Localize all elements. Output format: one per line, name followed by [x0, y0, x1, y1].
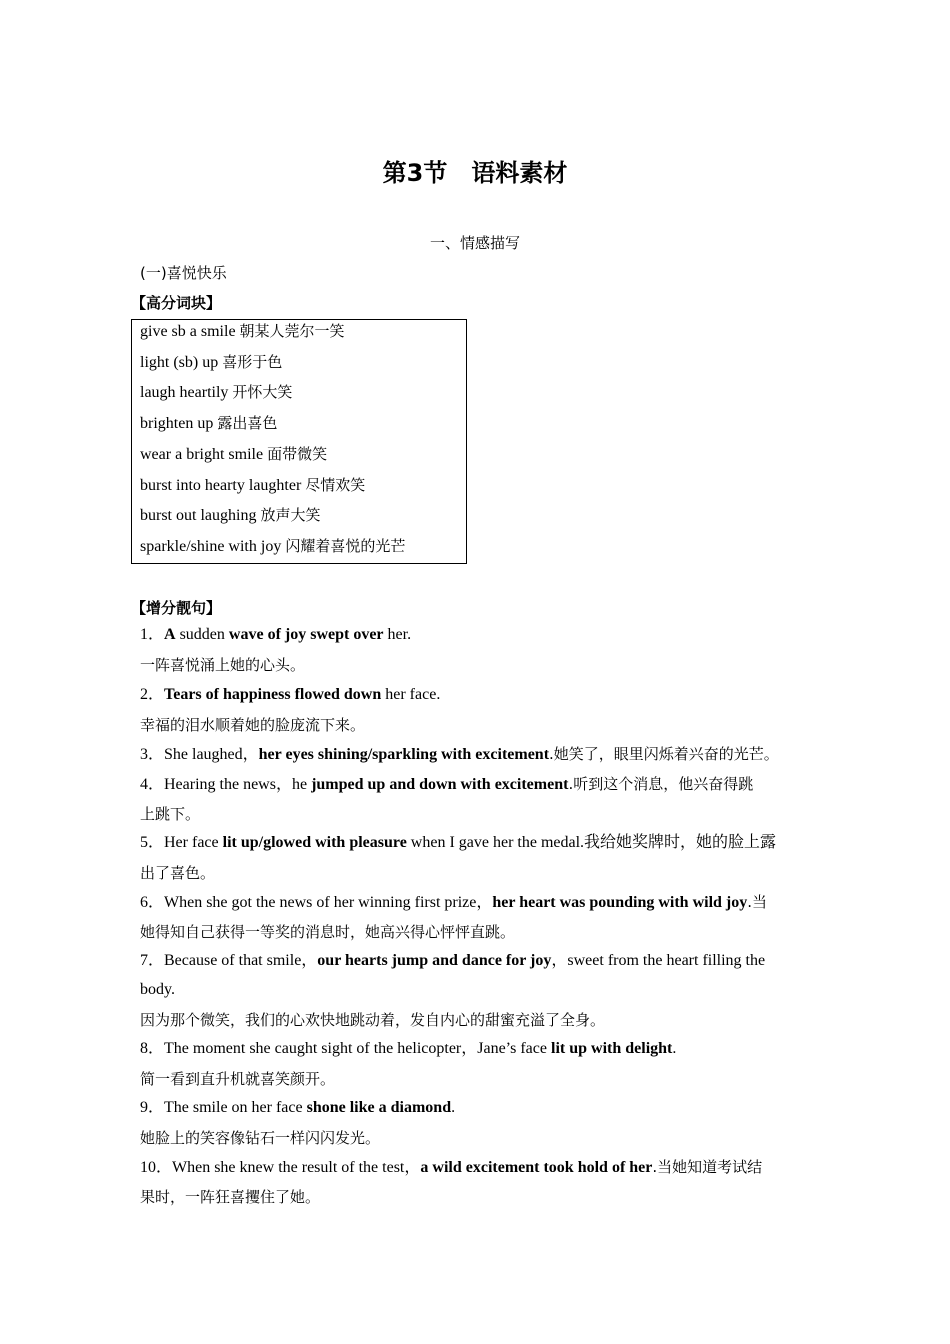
- phrase-zh: 露出喜色: [217, 414, 278, 432]
- sentence-line: [140, 684, 440, 706]
- text-segment: her.: [383, 626, 412, 643]
- phrase-row: [140, 444, 327, 465]
- bold-phrase: shone like a diamond: [306, 1099, 452, 1116]
- text-segment: 10．When she knew the result of the test，: [140, 1159, 421, 1176]
- sentence-line: [140, 1156, 762, 1179]
- text-segment: 5．Her face: [140, 834, 223, 851]
- phrase-row: [140, 536, 405, 557]
- sentence-line: [140, 832, 776, 854]
- phrase-en: give sb a smile: [140, 323, 240, 340]
- text-segment: sudden: [175, 626, 229, 643]
- text-segment: 一阵喜悦涌上她的心头。: [140, 656, 306, 674]
- text-segment: 6．When she got the news of her winning first prize，: [140, 894, 493, 911]
- text-segment: body.: [140, 981, 175, 998]
- text-segment: .她笑了，眼里闪烁着兴奋的光芒。: [549, 745, 779, 763]
- phrase-zh: 放声大笑: [260, 506, 321, 524]
- page-title: 第3节 语料素材: [382, 159, 568, 187]
- sentence-line: [140, 1038, 676, 1060]
- text-segment: .听到这个消息，他兴奋得跳: [568, 775, 754, 793]
- text-segment: her face.: [381, 686, 441, 703]
- phrase-en: light (sb) up: [140, 354, 223, 371]
- text-segment: 2．: [140, 686, 165, 703]
- phrase-row: [140, 475, 365, 496]
- phrase-zh: 尽情欢笑: [305, 476, 366, 494]
- bold-phrase: lit up with delight: [551, 1040, 673, 1057]
- text-segment: 1．: [140, 626, 165, 643]
- bold-phrase: her eyes shining/sparkling with excitement: [258, 746, 550, 763]
- phrase-zh: 朝某人莞尔一笑: [239, 322, 345, 340]
- sentence-line: [140, 1097, 455, 1119]
- text-segment: 因为那个微笑，我们的心欢快地跳动着，发自内心的甜蜜充溢了全身。: [140, 1011, 606, 1029]
- section-heading: 一、情感描写: [429, 234, 520, 252]
- bold-phrase: a wild excitement took hold of her: [420, 1159, 653, 1176]
- phrases-label: 【高分词块】: [131, 294, 222, 312]
- phrase-en: burst into hearty laughter: [140, 477, 306, 494]
- translation-line: [140, 1009, 605, 1031]
- sentence-line: [140, 773, 753, 796]
- text-segment: 出了喜色。: [140, 864, 216, 882]
- bold-phrase: lit up/glowed with pleasure: [222, 834, 407, 851]
- phrase-en: brighten up: [140, 415, 218, 432]
- phrase-row: [140, 352, 282, 373]
- text-segment: .: [451, 1099, 456, 1116]
- text-segment: 幸福的泪水顺着她的脸庞流下来。: [140, 716, 366, 734]
- bold-phrase: our hearts jump and dance for joy: [317, 952, 552, 969]
- text-segment: 她脸上的笑容像钻石一样闪闪发光。: [140, 1129, 381, 1147]
- sentence-line: [140, 891, 767, 914]
- translation-line: [140, 1127, 380, 1149]
- text-segment: 7．Because of that smile，: [140, 952, 318, 969]
- bold-phrase: jumped up and down with excitement: [311, 776, 569, 793]
- text-segment: 8．The moment she caught sight of the helicopter，Jane’s face: [140, 1040, 551, 1057]
- sentence-line: [140, 803, 200, 825]
- phrase-en: wear a bright smile: [140, 446, 268, 463]
- text-segment: 9．The smile on her face: [140, 1099, 307, 1116]
- phrase-row: [140, 382, 292, 403]
- phrase-zh: 闪耀着喜悦的光芒: [285, 537, 406, 555]
- phrase-row: [140, 413, 277, 434]
- bold-phrase: her heart was pounding with wild joy: [492, 894, 748, 911]
- translation-line: [140, 654, 305, 676]
- bold-phrase: Tears of happiness flowed down: [164, 686, 382, 703]
- sentence-line: [140, 1186, 320, 1208]
- text-segment: 3．She laughed，: [140, 746, 259, 763]
- phrase-row: [140, 505, 320, 526]
- phrase-zh: 喜形于色: [222, 353, 283, 371]
- sentence-line: [140, 950, 765, 972]
- text-segment: .: [672, 1040, 677, 1057]
- phrase-zh: 开怀大笑: [232, 383, 293, 401]
- text-segment: when I gave her the medal.我给她奖牌时，她的脸上露: [406, 834, 777, 851]
- text-segment: 上跳下。: [140, 805, 201, 823]
- text-segment: 她得知自己获得一等奖的消息时，她高兴得心怦怦直跳。: [140, 923, 516, 941]
- phrase-en: burst out laughing: [140, 507, 261, 524]
- sentence-line: [140, 624, 411, 646]
- translation-line: [140, 1068, 335, 1090]
- text-segment: ，sweet from the heart filling the: [551, 952, 766, 969]
- sentence-line: [140, 862, 215, 884]
- translation-line: [140, 714, 365, 736]
- sentence-line: [140, 979, 175, 1001]
- phrase-en: laugh heartily: [140, 384, 233, 401]
- subsection-heading: (一)喜悦快乐: [140, 264, 227, 282]
- bold-phrase: wave of joy swept over: [228, 626, 384, 643]
- sentence-line: [140, 743, 779, 766]
- sentence-line: [140, 921, 515, 943]
- sentences-label: 【增分靓句】: [131, 599, 222, 617]
- phrase-box: [131, 319, 467, 564]
- text-segment: 4．Hearing the news，he: [140, 776, 312, 793]
- text-segment: 简一看到直升机就喜笑颜开。: [140, 1070, 336, 1088]
- text-segment: .当: [747, 893, 768, 911]
- phrase-zh: 面带微笑: [267, 445, 328, 463]
- text-segment: 果时，一阵狂喜攫住了她。: [140, 1188, 321, 1206]
- phrase-en: sparkle/shine with joy: [140, 538, 286, 555]
- text-segment: .当她知道考试结: [652, 1158, 763, 1176]
- bold-phrase: A: [164, 626, 176, 643]
- phrase-row: [140, 321, 345, 342]
